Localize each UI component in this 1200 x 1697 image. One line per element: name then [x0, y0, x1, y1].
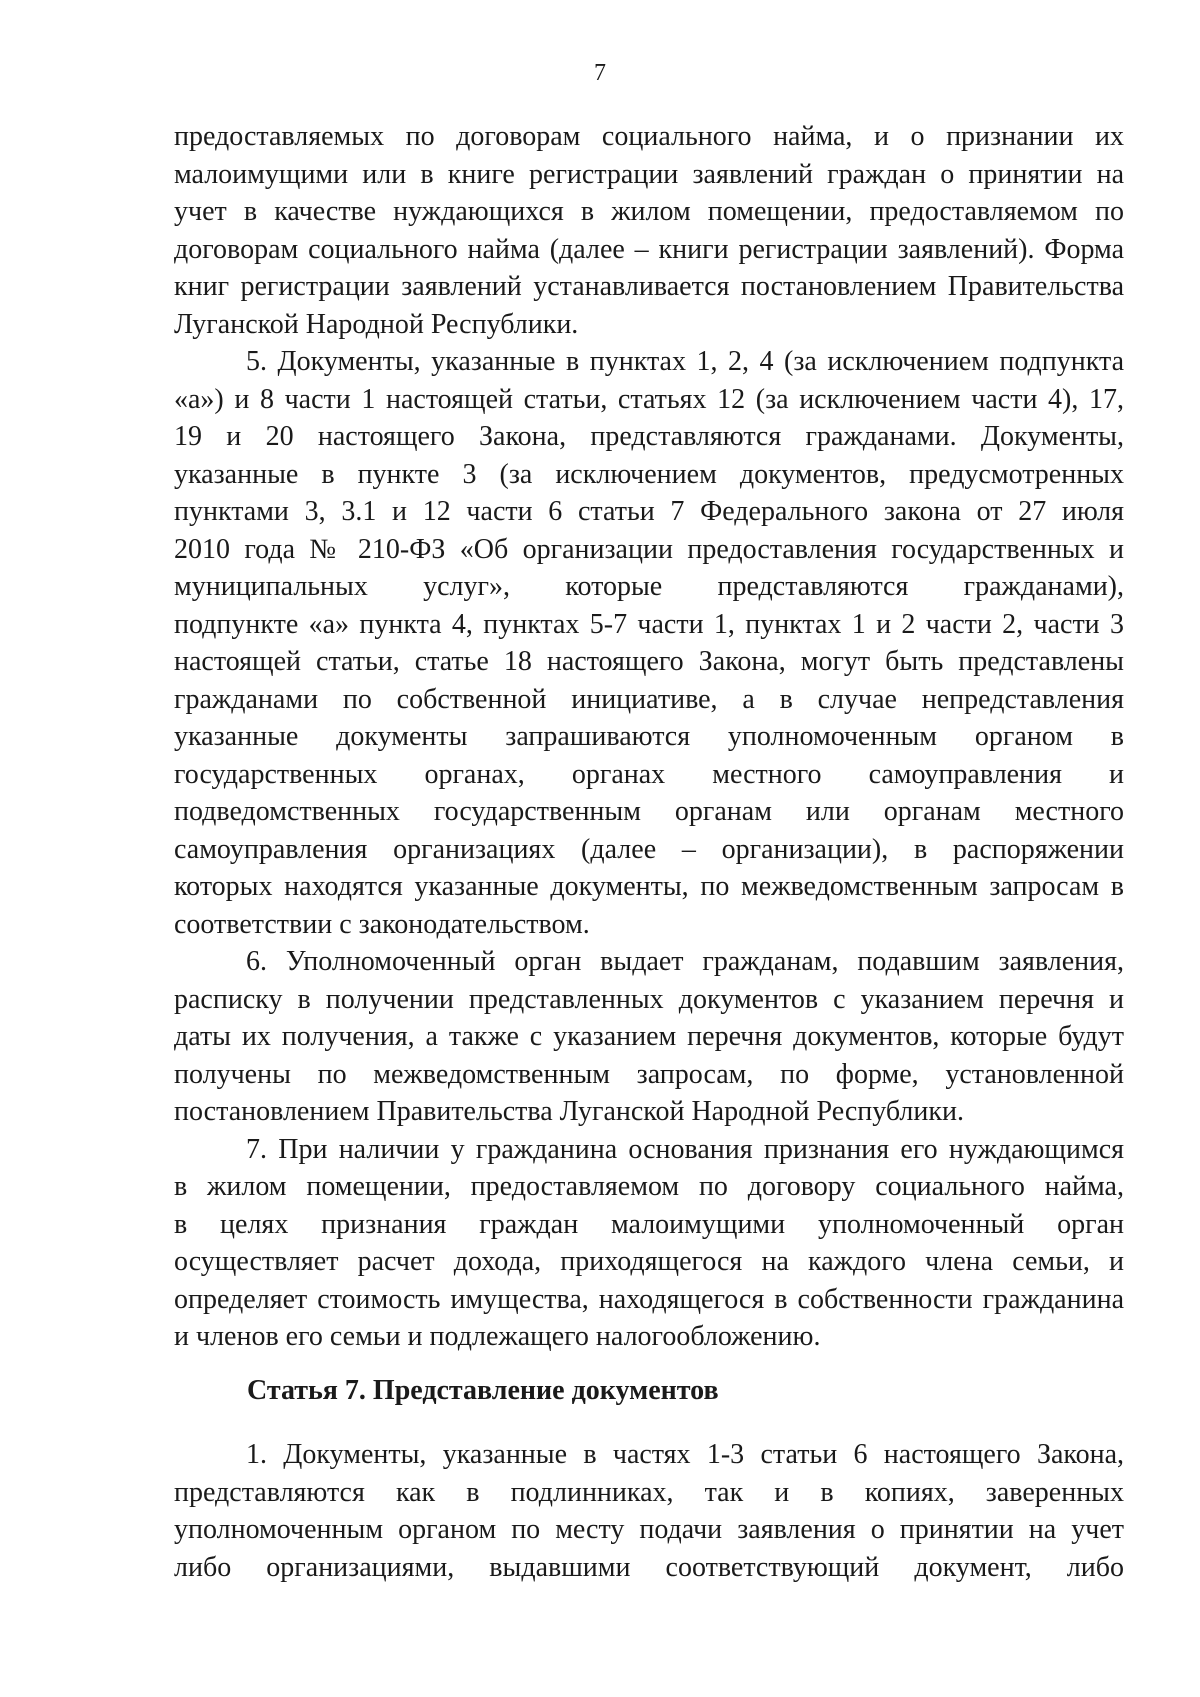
- text-line: пунктами 3, 3.1 и 12 части 6 статьи 7 Федерального закона от 27 июля: [174, 496, 1124, 527]
- text-line: уполномоченным органом по месту подачи заявления о принятии на учет: [174, 1514, 1124, 1545]
- text-line: книг регистрации заявлений устанавливается постановлением Правительства: [174, 271, 1124, 302]
- article-7-heading: Статья 7. Представление документов: [247, 1375, 719, 1406]
- text-line: постановлением Правительства Луганской Народной Республики.: [174, 1096, 964, 1127]
- text-line: 19 и 20 настоящего Закона, представляются гражданами. Документы,: [174, 421, 1124, 452]
- page-number: 7: [594, 60, 606, 86]
- text-line: 2010 года № 210-ФЗ «Об организации предоставления государственных и: [174, 533, 1124, 565]
- paragraph-6-first-line: 6. Уполномоченный орган выдает гражданам, подавшим заявления,: [246, 946, 1124, 977]
- text-line: подпункте «а» пункта 4, пунктах 5-7 части 1, пунктах 1 и 2 части 2, части 3: [174, 608, 1124, 640]
- text-line: соответствии с законодательством.: [174, 908, 590, 940]
- text-line: государственных органах, органах местного самоуправления и: [174, 758, 1124, 790]
- text-line: самоуправления организациях (далее – организации), в распоряжении: [174, 833, 1124, 865]
- text-line: получены по межведомственным запросам, по форме, установленной: [174, 1058, 1124, 1090]
- text-line: в жилом помещении, предоставляемом по договору социального найма,: [174, 1171, 1124, 1202]
- text-line: договорам социального найма (далее – книги регистрации заявлений). Форма: [174, 233, 1124, 265]
- article-6-continuation: [174, 118, 1124, 1356]
- text-line: указанные в пункте 3 (за исключением документов, предусмотренных: [174, 458, 1124, 490]
- text-line: настоящей статьи, статье 18 настоящего Закона, могут быть представлены: [174, 646, 1124, 677]
- text-line: которых находятся указанные документы, по межведомственным запросам в: [174, 871, 1124, 902]
- text-line: и членов его семьи и подлежащего налогообложению.: [174, 1321, 821, 1352]
- paragraph-1-first-line: 1. Документы, указанные в частях 1-3 статьи 6 настоящего Закона,: [246, 1439, 1124, 1470]
- text-line: в целях признания граждан малоимущими уполномоченный орган: [174, 1208, 1124, 1240]
- text-line: «а») и 8 части 1 настоящей статьи, статьях 12 (за исключением части 4), 17,: [174, 383, 1124, 415]
- text-line: определяет стоимость имущества, находящегося в собственности гражданина: [174, 1283, 1124, 1315]
- text-line: подведомственных государственным органам или органам местного: [174, 796, 1124, 827]
- paragraph-7-first-line: 7. При наличии у гражданина основания признания его нуждающимся: [246, 1133, 1124, 1165]
- text-line: предоставляемых по договорам социального найма, и о признании их: [174, 121, 1124, 152]
- text-line: либо организациями, выдавшими соответствующий документ, либо: [174, 1551, 1124, 1583]
- text-line: осуществляет расчет дохода, приходящегося на каждого члена семьи, и: [174, 1246, 1124, 1277]
- text-line: расписку в получении представленных документов с указанием перечня и: [174, 983, 1124, 1015]
- text-line: представляются как в подлинниках, так и в копиях, заверенных: [174, 1476, 1124, 1508]
- article-7-body: [174, 1436, 1124, 1586]
- text-line: Луганской Народной Республики.: [174, 308, 579, 340]
- text-line: муниципальных услуг», которые представляются гражданами),: [174, 571, 1124, 602]
- text-line: указанные документы запрашиваются уполномоченным органом в: [174, 721, 1124, 752]
- text-line: даты их получения, а также с указанием перечня документов, которые будут: [174, 1021, 1124, 1052]
- text-line: гражданами по собственной инициативе, а в случае непредставления: [174, 683, 1124, 715]
- text-line: учет в качестве нуждающихся в жилом помещении, предоставляемом по: [174, 196, 1124, 227]
- text-line: малоимущими или в книге регистрации заявлений граждан о принятии на: [174, 158, 1124, 190]
- paragraph-5-first-line: 5. Документы, указанные в пунктах 1, 2, 4 (за исключением подпункта: [246, 346, 1124, 377]
